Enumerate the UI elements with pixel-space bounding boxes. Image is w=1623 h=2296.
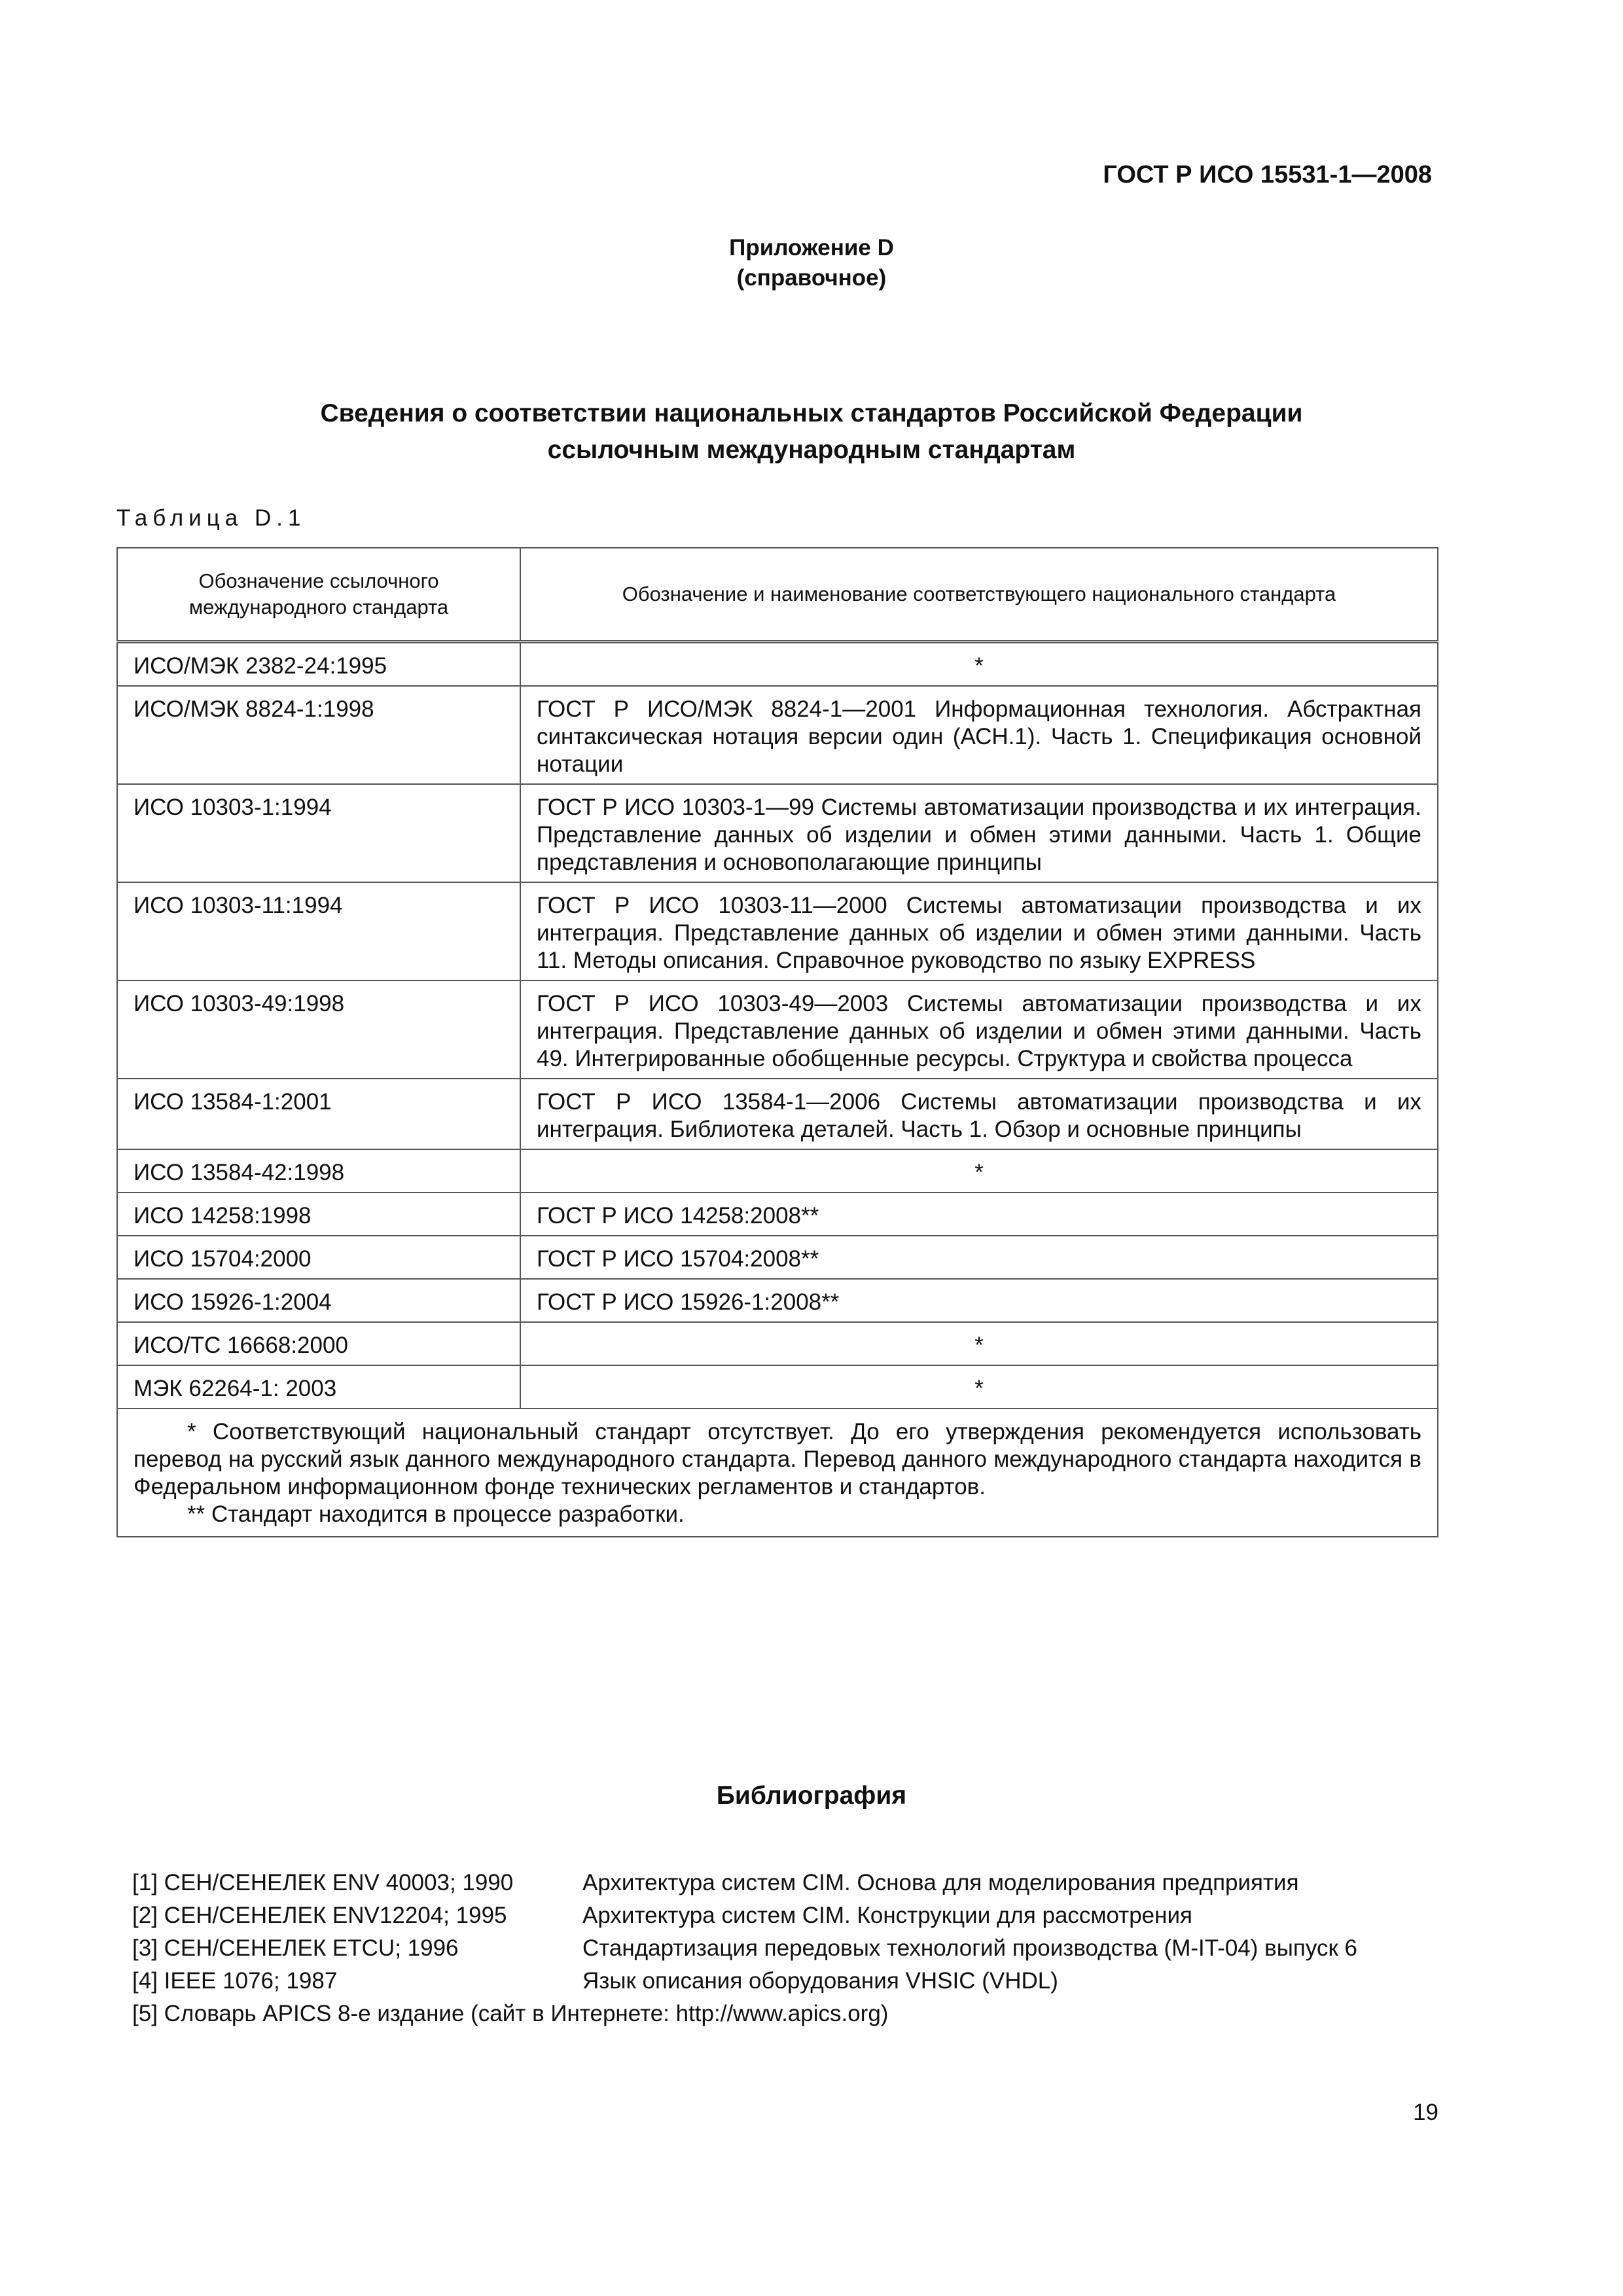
section-title-line1: Сведения о соответствии национальных стандартов Российской Федерации — [320, 399, 1303, 427]
international-ref-cell: ИСО/МЭК 2382-24:1995 — [117, 642, 520, 687]
bibliography-title-text: Архитектура систем CIM. Основа для моделирования предприятия — [582, 1870, 1299, 1895]
table-row — [117, 980, 1438, 1079]
standards-table — [116, 547, 1438, 1537]
table-header-row — [117, 548, 1438, 642]
bibliography-title-text: Язык описания оборудования VHSIC (VHDL) — [582, 1968, 1058, 1994]
table-row — [117, 784, 1438, 882]
bibliography-entry-last: [5] Словарь APICS 8-е издание (сайт в Интернете: http://www.apics.org) — [132, 2001, 889, 2026]
table-row — [117, 1279, 1438, 1322]
bibliography-ref: [2] СЕН/СЕНЕЛЕК ENV12204; 1995 — [132, 1903, 507, 1928]
international-ref-cell: ИСО 15926-1:2004 — [117, 1279, 520, 1322]
national-standard-cell: ГОСТ Р ИСО 10303-11—2000 Системы автоматизации производства и их интеграция. Представление данных об изделии и обмен этими данными. Часть 11. Методы описания. Справочное руководство по языку EXPRESS — [520, 882, 1438, 980]
annex-heading — [0, 233, 1623, 293]
table-row — [117, 642, 1438, 687]
table-footnotes — [117, 1408, 1438, 1537]
national-standard-cell: * — [520, 642, 1438, 687]
national-standard-cell: * — [520, 1149, 1438, 1193]
national-standard-cell: * — [520, 1365, 1438, 1408]
international-ref-cell: ИСО 14258:1998 — [117, 1193, 520, 1236]
table-row — [117, 882, 1438, 980]
bibliography-ref: [4] IEEE 1076; 1987 — [132, 1968, 338, 1994]
footnote-double-star: ** Стандарт находится в процессе разработки. — [187, 1501, 685, 1527]
table-row — [117, 1236, 1438, 1279]
bibliography-title-text: Архитектура систем CIM. Конструкции для рассмотрения — [582, 1903, 1192, 1928]
table-caption: Таблица D.1 — [116, 505, 306, 531]
bibliography-entry — [132, 1899, 1441, 1932]
international-ref-cell: ИСО 10303-11:1994 — [117, 882, 520, 980]
national-standard-cell: ГОСТ Р ИСО 15926-1:2008** — [520, 1279, 1438, 1322]
international-ref-cell: ИСО 13584-42:1998 — [117, 1149, 520, 1193]
annex-title: Приложение D — [729, 235, 894, 260]
bibliography-entry — [132, 1965, 1441, 1998]
national-standard-cell: ГОСТ Р ИСО 10303-49—2003 Системы автоматизации производства и их интеграция. Представление данных об изделии и обмен этими данными. Часть 49. Интегрированные обобщенные ресурсы. Структура и свойства процесса — [520, 980, 1438, 1079]
table-row — [117, 1079, 1438, 1149]
bibliography-entry — [132, 1867, 1441, 1899]
table-row — [117, 1149, 1438, 1193]
header-international-ref: Обозначение ссылочного международного стандарта — [117, 548, 520, 642]
document-code: ГОСТ Р ИСО 15531-1—2008 — [1103, 161, 1432, 188]
table-row — [117, 1322, 1438, 1365]
page-number: 19 — [1413, 2100, 1438, 2125]
bibliography-list — [132, 1867, 1441, 2030]
section-title-line2: ссылочным международным стандартам — [547, 436, 1076, 464]
footnote-single-star: * Соответствующий национальный стандарт отсутствует. До его утверждения рекомендуется использовать перевод на русский язык данного международного стандарта. Перевод данного международного стандарта находится в Федеральном информационном фонде технических регламентов и стандартов. — [134, 1419, 1421, 1499]
table-row — [117, 686, 1438, 784]
international-ref-cell: ИСО 13584-1:2001 — [117, 1079, 520, 1149]
table-row — [117, 1193, 1438, 1236]
national-standard-cell: ГОСТ Р ИСО 13584-1—2006 Системы автоматизации производства и их интеграция. Библиотека деталей. Часть 1. Обзор и основные принципы — [520, 1079, 1438, 1149]
section-title — [0, 395, 1623, 469]
national-standard-cell: ГОСТ Р ИСО 15704:2008** — [520, 1236, 1438, 1279]
national-standard-cell: ГОСТ Р ИСО/МЭК 8824-1—2001 Информационная технология. Абстрактная синтаксическая нотация версии один (АСН.1). Часть 1. Спецификация основной нотации — [520, 686, 1438, 784]
table-row — [117, 1365, 1438, 1408]
international-ref-cell: ИСО/МЭК 8824-1:1998 — [117, 686, 520, 784]
bibliography-entry — [132, 1932, 1441, 1965]
national-standard-cell: ГОСТ Р ИСО 14258:2008** — [520, 1193, 1438, 1236]
annex-type: (справочное) — [736, 265, 887, 291]
international-ref-cell: ИСО 15704:2000 — [117, 1236, 520, 1279]
bibliography-ref: [3] СЕН/СЕНЕЛЕК ETCU; 1996 — [132, 1935, 459, 1961]
bibliography-ref: [1] СЕН/СЕНЕЛЕК ENV 40003; 1990 — [132, 1870, 514, 1895]
international-ref-cell: ИСО 10303-1:1994 — [117, 784, 520, 882]
international-ref-cell: ИСО 10303-49:1998 — [117, 980, 520, 1079]
national-standard-cell: * — [520, 1322, 1438, 1365]
international-ref-cell: МЭК 62264-1: 2003 — [117, 1365, 520, 1408]
header-national-standard: Обозначение и наименование соответствующего национального стандарта — [520, 548, 1438, 642]
national-standard-cell: ГОСТ Р ИСО 10303-1—99 Системы автоматизации производства и их интеграция. Представление данных об изделии и обмен этими данными. Часть 1. Общие представления и основополагающие принципы — [520, 784, 1438, 882]
international-ref-cell: ИСО/ТС 16668:2000 — [117, 1322, 520, 1365]
bibliography-title-text: Стандартизация передовых технологий производства (M-IT-04) выпуск 6 — [582, 1935, 1357, 1961]
bibliography-title: Библиография — [716, 1782, 907, 1810]
table-footnote-row — [117, 1408, 1438, 1537]
